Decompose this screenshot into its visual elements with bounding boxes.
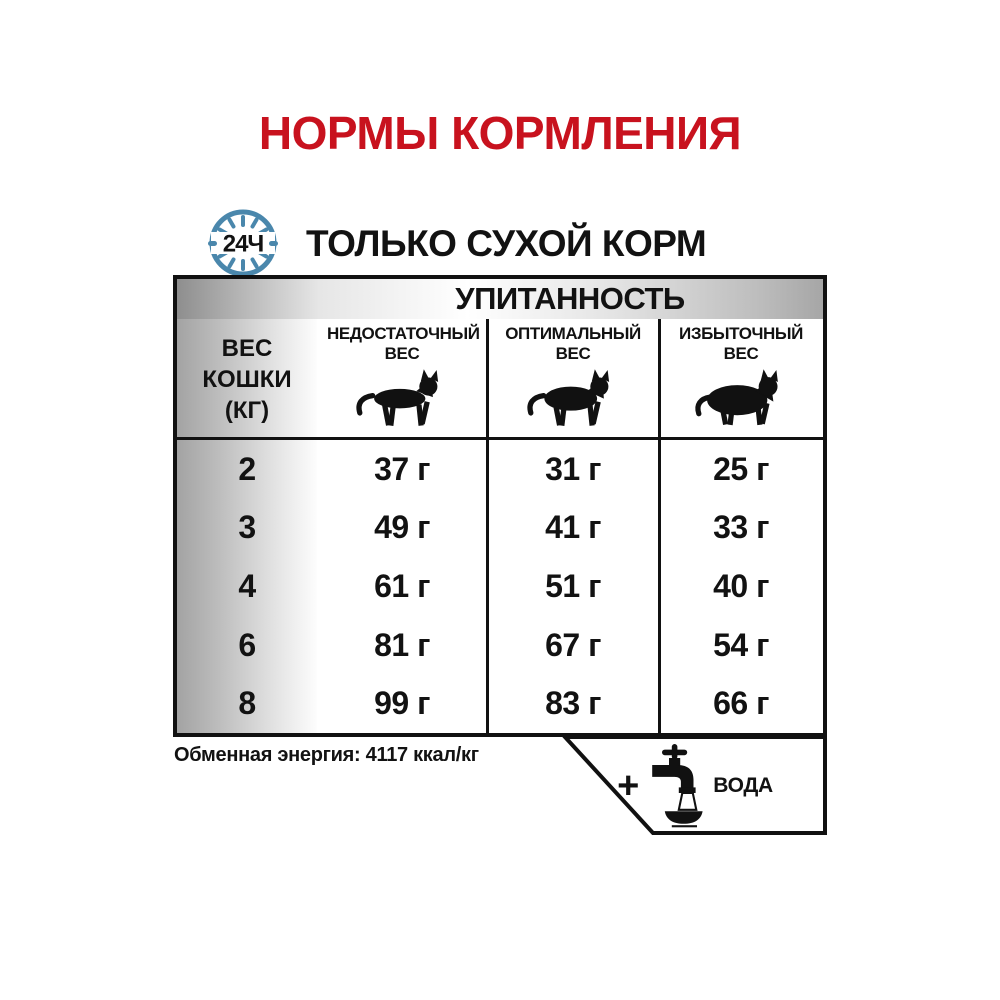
ration-optimal: 31 г <box>545 450 601 487</box>
table-row <box>177 451 823 488</box>
svg-text:24Ч: 24Ч <box>222 230 264 258</box>
page-title: НОРМЫ КОРМЛЕНИЯ <box>258 107 742 159</box>
feeding-table <box>173 275 827 737</box>
ration-overweight: 25 г <box>713 450 769 487</box>
section-heading: ТОЛЬКО СУХОЙ КОРМ <box>306 223 707 264</box>
weight-value: 3 <box>238 509 256 546</box>
ration-underweight: 37 г <box>374 450 430 487</box>
table-row <box>177 685 823 722</box>
energy-note: Обменная энергия: 4117 ккал/кг <box>174 744 479 766</box>
weight-value: 8 <box>238 685 256 722</box>
ration-optimal: 41 г <box>545 509 601 546</box>
ration-optimal: 67 г <box>545 626 601 663</box>
weight-value: 2 <box>238 450 256 487</box>
ration-overweight: 66 г <box>713 685 769 722</box>
table-row <box>177 568 823 605</box>
table-body <box>177 440 823 733</box>
table-row <box>177 509 823 546</box>
column-header-overweight: ИЗБЫТОЧНЫЙ ВЕС <box>659 319 823 440</box>
body-condition-header <box>177 279 823 319</box>
ration-optimal: 51 г <box>545 567 601 604</box>
ration-optimal: 83 г <box>545 685 601 722</box>
water-label: ВОДА <box>713 774 773 797</box>
overweight-cat-icon <box>686 367 796 431</box>
ration-underweight: 99 г <box>374 685 430 722</box>
plus-sign: + <box>617 765 640 807</box>
ration-overweight: 54 г <box>713 626 769 663</box>
column-header-optimal: ОПТИМАЛЬНЫЙ ВЕС <box>487 319 659 440</box>
body-condition-label: УПИТАННОСТЬ <box>455 281 685 316</box>
24h-clock-icon <box>208 208 278 278</box>
optimal-cat-icon <box>521 367 625 431</box>
weight-column-header: ВЕС КОШКИ (КГ) <box>202 334 292 425</box>
ration-underweight: 61 г <box>374 567 430 604</box>
ration-underweight: 81 г <box>374 626 430 663</box>
weight-value: 6 <box>238 626 256 663</box>
water-callout <box>600 739 790 833</box>
ration-overweight: 33 г <box>713 509 769 546</box>
underweight-cat-icon <box>352 367 452 431</box>
condition-column-headers <box>317 319 823 440</box>
ration-overweight: 40 г <box>713 567 769 604</box>
weight-value: 4 <box>238 567 256 604</box>
faucet-bowl-icon <box>648 743 704 829</box>
ration-underweight: 49 г <box>374 509 430 546</box>
table-row <box>177 627 823 664</box>
column-header-underweight: НЕДОСТАТОЧНЫЙ ВЕС <box>317 319 487 440</box>
